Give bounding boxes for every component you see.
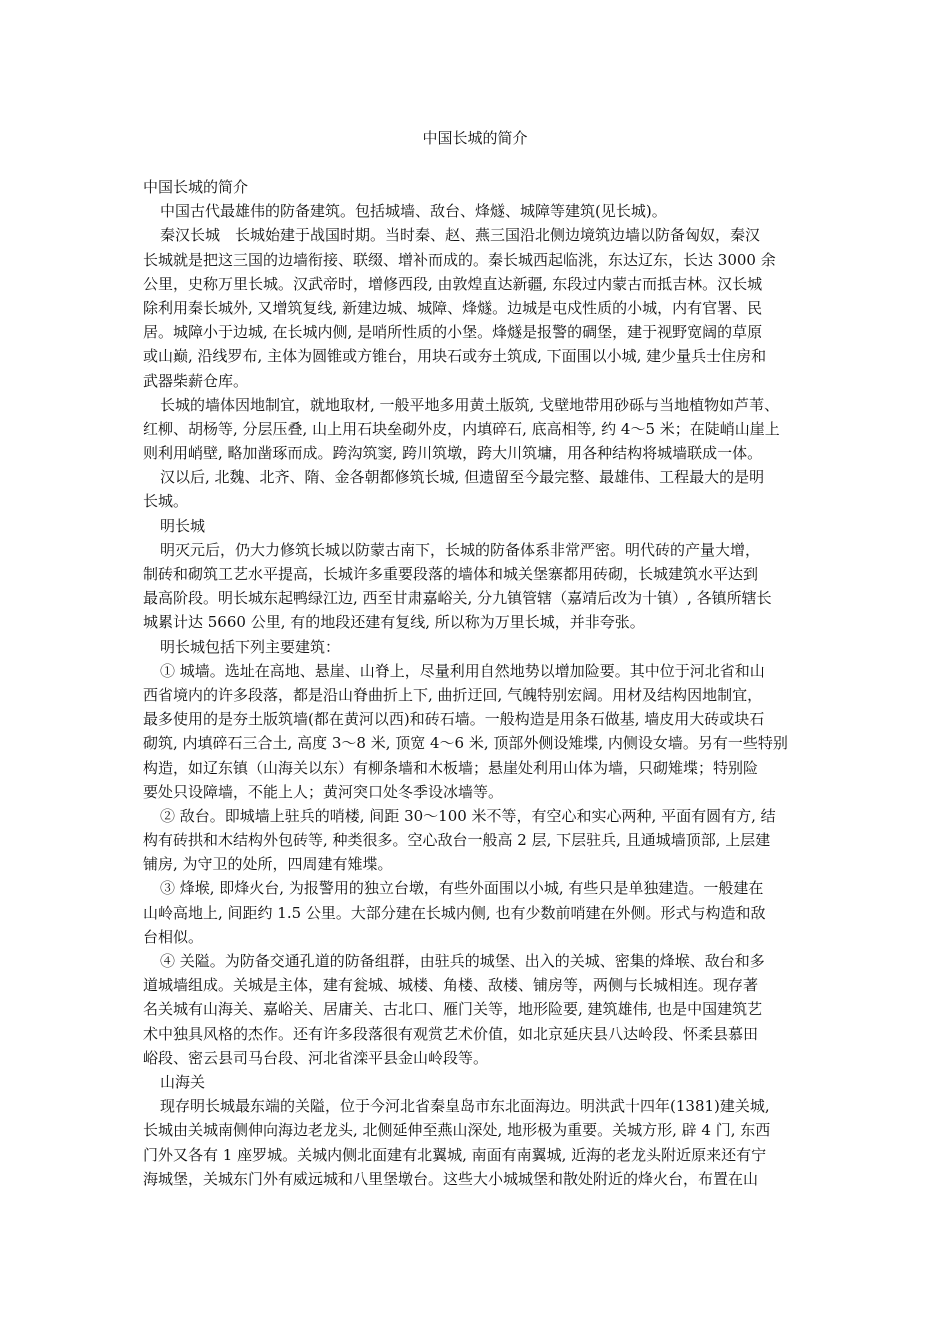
text-line: 明长城: [160, 516, 206, 535]
text-line: 现存明长城最东端的关隘，位于今河北省秦皇岛市东北面海边。明洪武十四年(1381)建关城,: [160, 1097, 770, 1116]
text-line: 道城墙组成。关城是主体，建有瓮城、城楼、角楼、敌楼、铺房等，两侧与长城相连。现存著: [143, 976, 759, 995]
text-line: ① 城墙。选址在高地、悬崖、山脊上，尽量利用自然地势以增加险要。其中位于河北省和山: [160, 661, 765, 680]
text-line: 长城的墙体因地制宜，就地取材, 一般平地多用黄土版筑, 戈壁地带用砂砾与当地植物如芦苇、: [160, 395, 780, 414]
text-line: 术中独具风格的杰作。还有许多段落很有观赏艺术价值，如北京延庆县八达岭段、怀柔县慕田: [143, 1024, 759, 1043]
text-line: ④ 关隘。为防备交通孔道的防备组群，由驻兵的城堡、出入的关城、密集的烽堠、敌台和多: [160, 952, 765, 970]
text-line: 砌筑, 内填碎石三合土, 高度 3～8 米, 顶宽 4～6 米, 顶部外侧设雉堞, 内侧设女墙。另有一些特别: [143, 734, 788, 753]
text-line: 则利用峭壁, 略加凿琢而成。跨沟筑窦, 跨川筑墩，跨大川筑墉，用各种结构将城墙联成一体。: [143, 444, 763, 463]
text-line: 长城就是把这三国的边墙衔接、联缀、增补而成的。秦长城西起临洮，东达辽东，长达 3000 余: [143, 250, 776, 269]
text-line: 长城由关城南侧伸向海边老龙头, 北侧延伸至燕山深处, 地形极为重要。关城方形, 辟 4 门, 东西: [143, 1121, 771, 1140]
text-line: 峪段、密云县司马台段、河北省滦平县金山岭段等。: [143, 1048, 489, 1067]
text-line: 公里，史称万里长城。汉武帝时，增修西段, 由敦煌直达新疆, 东段过内蒙古而抵吉林。汉长城: [143, 274, 763, 293]
text-line: 海城堡，关城东门外有威远城和八里堡墩台。这些大小城城堡和散处附近的烽火台，布置在山: [143, 1169, 759, 1188]
text-line: 名关城有山海关、嘉峪关、居庸关、古北口、雁门关等，地形险要, 建筑雄伟, 也是中国建筑艺: [143, 1000, 763, 1019]
text-line: 汉以后, 北魏、北齐、隋、金各朝都修筑长城, 但遗留至今最完整、最雄伟、工程最大的是明: [160, 468, 765, 487]
text-line: 最高阶段。明长城东起鸭绿江边, 西至甘肃嘉峪关, 分九镇管辖（嘉靖后改为十镇）, 各镇所辖长: [143, 589, 772, 608]
text-line: 明灭元后，仍大力修筑长城以防蒙古南下，长城的防备体系非常严密。明代砖的产量大增，: [160, 540, 761, 559]
text-line: 铺房, 为守卫的处所，四周建有雉堞。: [143, 855, 393, 874]
text-line: 制砖和砌筑工艺水平提高，长城许多重要段落的墙体和城关堡寨都用砖砌，长城建筑水平达到: [143, 565, 759, 583]
text-line: 除利用秦长城外, 又增筑复线, 新建边城、城障、烽燧。边城是屯戍性质的小城，内有官署、民: [143, 298, 763, 317]
text-line: 明长城包括下列主要建筑：: [160, 637, 341, 656]
text-line: 山海关: [160, 1072, 206, 1091]
text-line: 红柳、胡杨等, 分层压叠, 山上用石块垒砌外皮，内填碎石, 底高相等, 约 4～5 米；在陡峭山崖上: [143, 419, 780, 438]
text-line: 居。城障小于边城, 在长城内侧, 是哨所性质的小堡。烽燧是报警的碉堡，建于视野宽阔的草原: [143, 323, 763, 342]
text-line: 中国古代最雄伟的防备建筑。包括城墙、敌台、烽燧、城障等建筑(见长城)。: [160, 202, 667, 221]
text-line: 山岭高地上, 间距约 1.5 公里。大部分建在长城内侧, 也有少数前哨建在外侧。形式与构造和敌: [143, 903, 766, 922]
text-line: 武器柴薪仓库。: [143, 371, 249, 390]
document-title: 中国长城的简介: [422, 129, 528, 147]
text-line: 要处只设障墙，不能上人；黄河突口处冬季设冰墙等。: [143, 782, 504, 801]
text-line: 最多使用的是夯土版筑墙(都在黄河以西)和砖石墙。一般构造是用条石做基, 墙皮用大砖或块石: [143, 710, 765, 729]
text-line: 台相似。: [143, 927, 204, 946]
text-line: 中国长城的简介: [143, 178, 249, 196]
text-line: 西省境内的许多段落，都是沿山脊曲折上下, 曲折迂回, 气魄特别宏阔。用材及结构因地制宜，: [143, 685, 763, 704]
text-line: ② 敌台。即城墙上驻兵的哨楼, 间距 30～100 米不等，有空心和实心两种, 平面有圆有方, 结: [160, 806, 776, 825]
text-line: 门外又各有 1 座罗城。关城内侧北面建有北翼城, 南面有南翼城, 近海的老龙头附近原来还有宁: [143, 1145, 767, 1164]
text-line: 城累计达 5660 公里, 有的地段还建有复线, 所以称为万里长城，并非夸张。: [143, 613, 645, 632]
document-body: [143, 175, 809, 1191]
text-line: ③ 烽堠, 即烽火台, 为报警用的独立台墩，有些外面围以小城, 有些只是单独建造。一般建在: [160, 879, 764, 898]
text-line: 长城。: [143, 492, 189, 511]
text-line: 秦汉长城 长城始建于战国时期。当时秦、赵、燕三国沿北侧边境筑边墙以防备匈奴，秦汉: [160, 226, 761, 245]
text-line: 或山巅, 沿线罗布, 主体为圆锥或方锥台，用块石或夯土筑成, 下面围以小城, 建少量兵士住房和: [143, 347, 767, 366]
text-line: 构有砖拱和木结构外包砖等, 种类很多。空心敌台一般高 2 层, 下层驻兵, 且通城墙顶部, 上层建: [143, 831, 771, 850]
text-line: 构造，如辽东镇（山海关以东）有柳条墙和木板墙；悬崖处利用山体为墙，只砌雉堞；特别险: [143, 758, 759, 777]
